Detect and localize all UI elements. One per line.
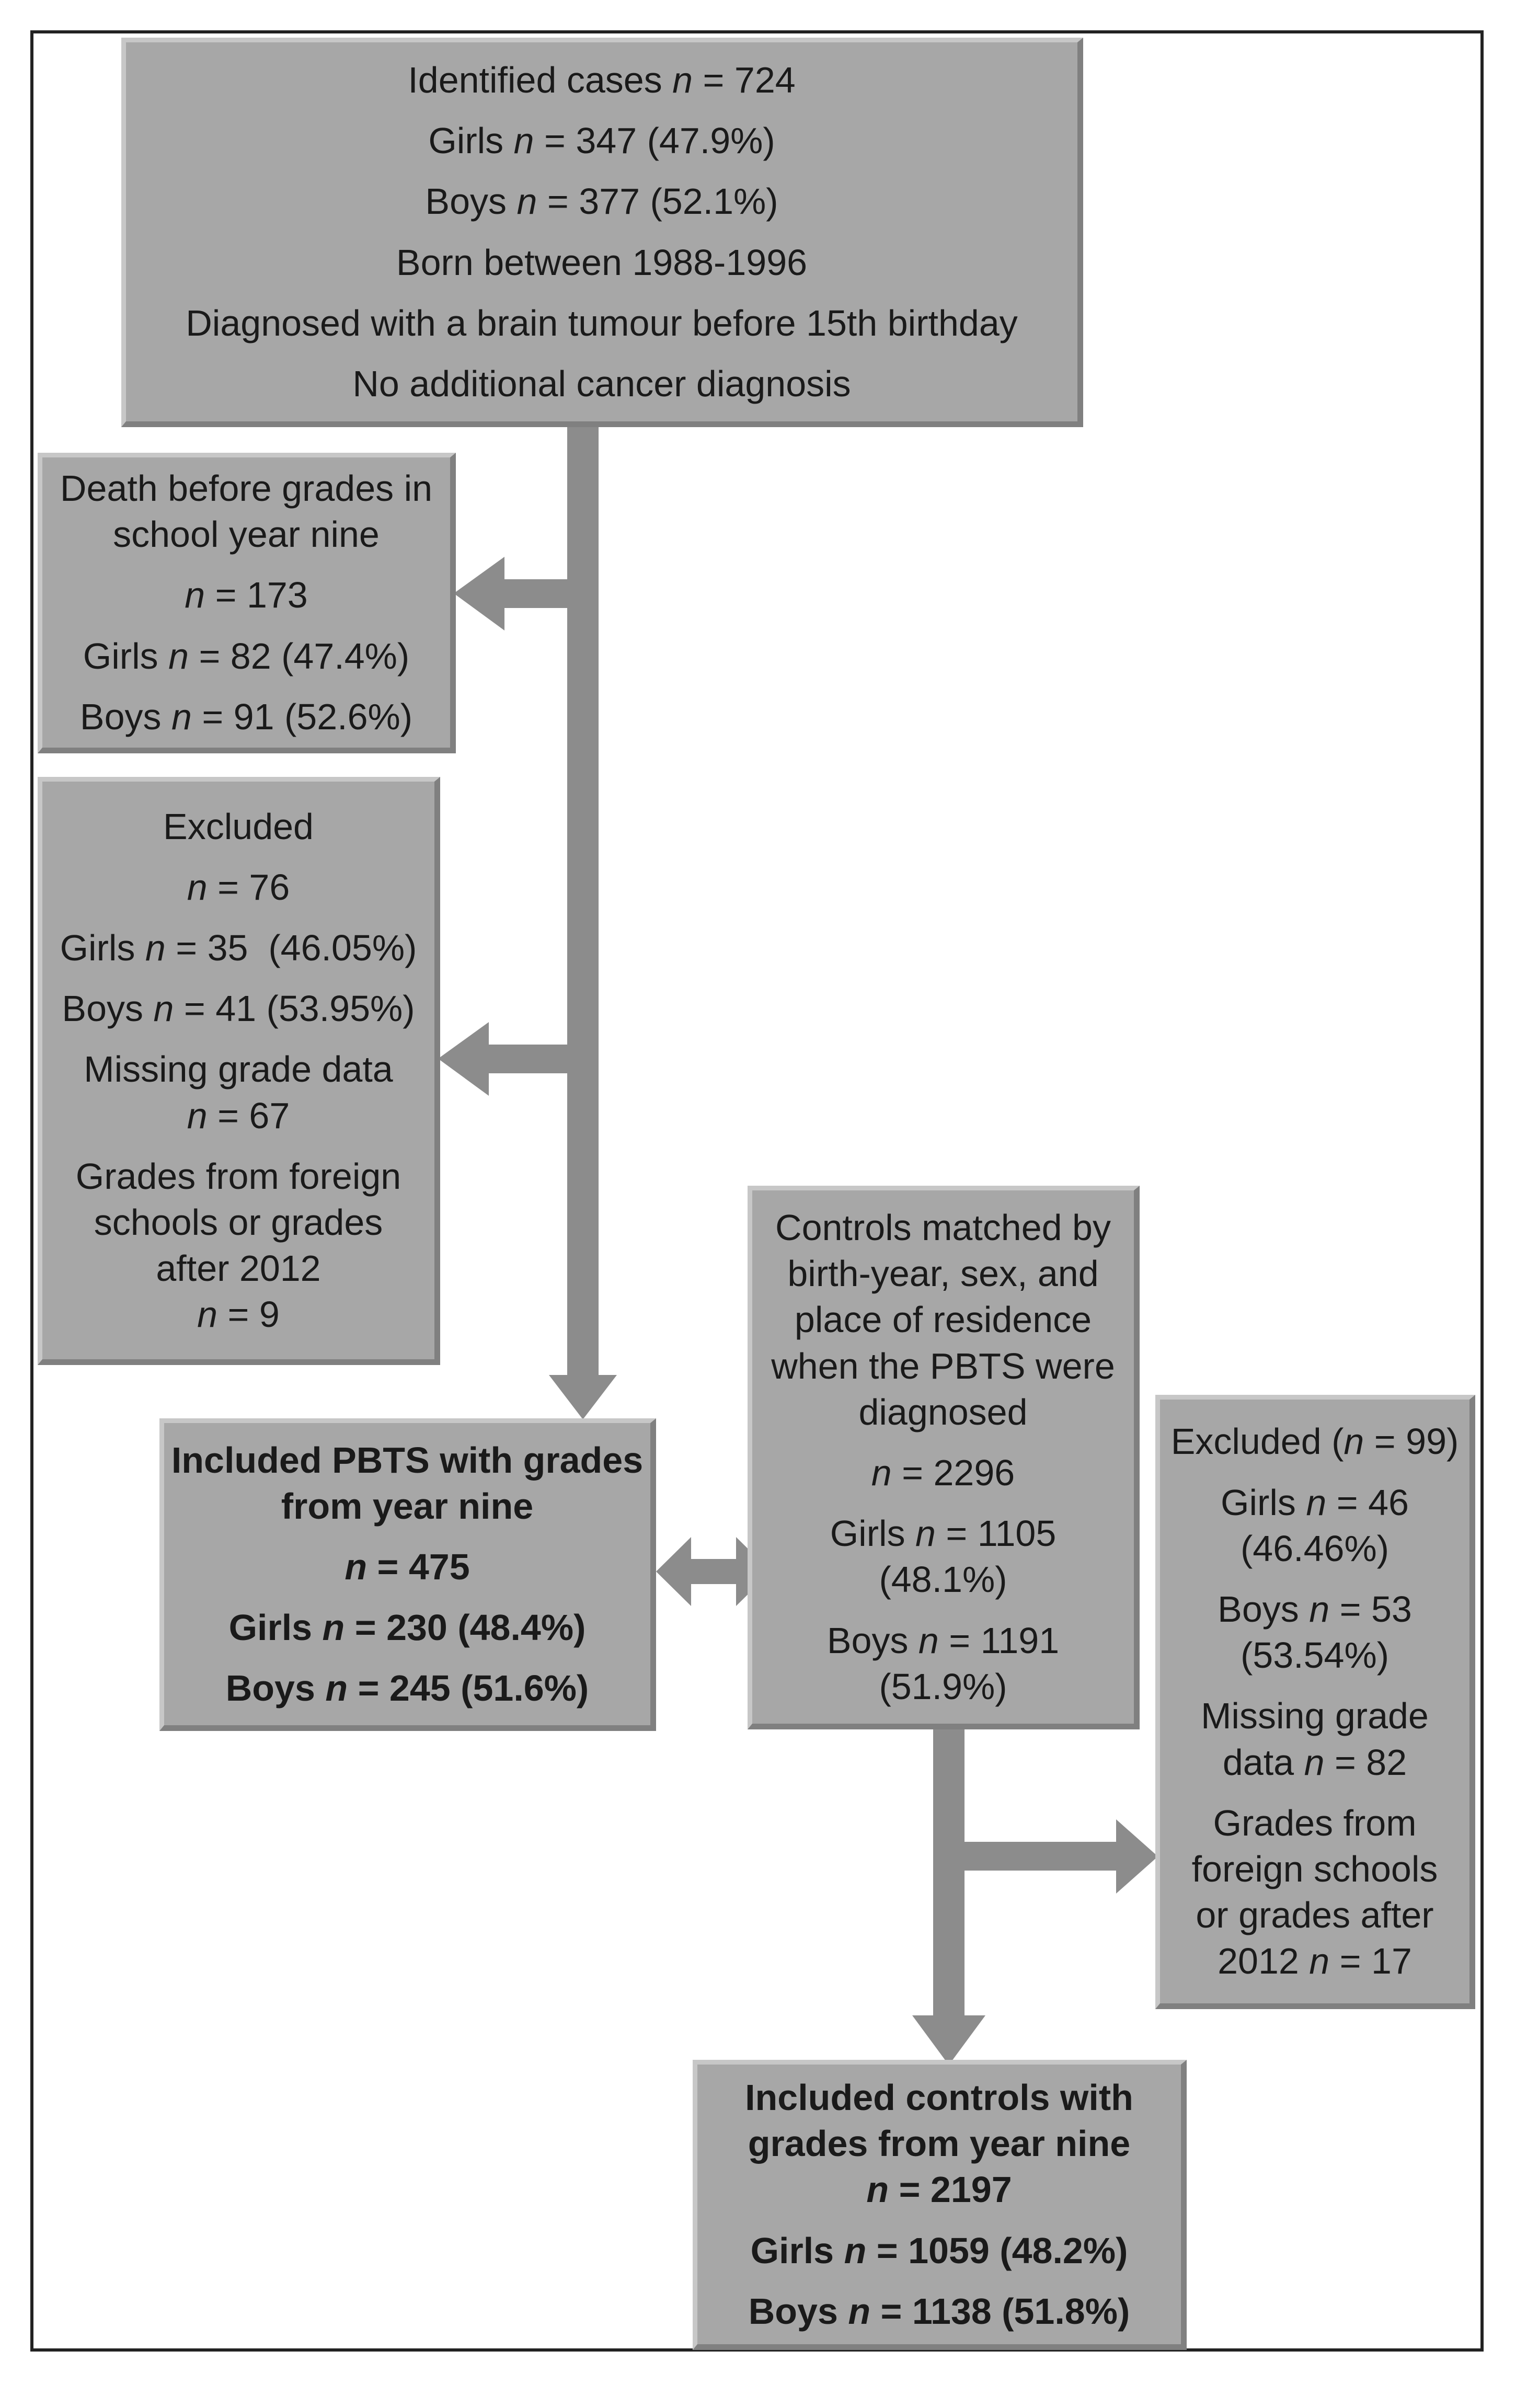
controls-girls: Girls n = 1105	[830, 1513, 1057, 1554]
excluded-title: Excluded	[163, 806, 314, 847]
excluded-controls-boys-pct: (53.54%)	[1240, 1635, 1390, 1676]
excluded-controls-boys: Boys n = 53	[1218, 1589, 1412, 1630]
excluded-controls-title: Excluded (n = 99)	[1170, 1421, 1459, 1462]
excluded-controls-foreign-3: or grades after	[1196, 1895, 1434, 1936]
branch-line-death	[502, 579, 570, 608]
excluded-boys: Boys n = 41 (53.95%)	[62, 988, 415, 1029]
identified-diagnosed: Diagnosed with a brain tumour before 15th birthday	[186, 302, 1018, 343]
main-trunk-line	[567, 423, 599, 1380]
identified-cases-box	[121, 38, 1083, 427]
identified-no-additional: No additional cancer diagnosis	[352, 363, 851, 404]
excluded-controls-foreign-1: Grades from	[1213, 1802, 1417, 1843]
included-pbts-total: n = 475	[345, 1546, 470, 1587]
controls-box	[748, 1186, 1140, 1729]
included-controls-total: n = 2197	[866, 2169, 1012, 2210]
left-arrow-to-death	[454, 557, 504, 630]
identified-girls: Girls n = 347 (47.9%)	[428, 120, 775, 162]
included-controls-line1: Included controls with	[745, 2077, 1133, 2118]
controls-line1: Controls matched by	[775, 1207, 1111, 1248]
included-pbts-boys: Boys n = 245 (51.6%)	[225, 1668, 589, 1709]
excluded-total: n = 76	[187, 866, 290, 908]
double-arrow-left-head	[656, 1537, 691, 1606]
excluded-controls-box	[1155, 1395, 1475, 2009]
down-arrow-to-included-controls	[912, 2015, 985, 2065]
included-controls-boys: Boys n = 1138 (51.8%)	[748, 2290, 1130, 2332]
excluded-controls-missing-count: data n = 82	[1222, 1741, 1407, 1783]
included-controls-line2: grades from year nine	[748, 2123, 1131, 2164]
identified-total: Identified cases n = 724	[408, 59, 796, 100]
controls-boys-pct: (51.9%)	[879, 1666, 1007, 1707]
controls-trunk-line	[933, 1725, 965, 2018]
included-pbts-girls: Girls n = 230 (48.4%)	[228, 1607, 586, 1648]
excluded-foreign-1: Grades from foreign	[75, 1155, 401, 1197]
identified-born: Born between 1988-1996	[396, 242, 808, 283]
excluded-foreign-count: n = 9	[197, 1294, 280, 1335]
branch-line-excluded-controls	[962, 1842, 1119, 1871]
death-line2: school year nine	[113, 514, 380, 555]
excluded-missing-label: Missing grade data	[84, 1049, 393, 1090]
identified-boys: Boys n = 377 (52.1%)	[425, 181, 778, 222]
right-arrow-to-excluded-controls	[1116, 1819, 1158, 1894]
controls-line3: place of residence	[794, 1299, 1092, 1340]
included-pbts-box	[159, 1418, 656, 1731]
excluded-pbts-box	[38, 777, 440, 1365]
excluded-missing-count: n = 67	[187, 1095, 290, 1136]
controls-girls-pct: (48.1%)	[879, 1559, 1007, 1600]
excluded-controls-foreign-count: 2012 n = 17	[1218, 1941, 1412, 1982]
controls-line2: birth-year, sex, and	[787, 1253, 1099, 1294]
double-arrow-shaft	[690, 1559, 737, 1584]
excluded-foreign-2: schools or grades	[94, 1201, 383, 1243]
down-arrow-to-included-pbts	[549, 1375, 617, 1419]
excluded-controls-girls-pct: (46.46%)	[1240, 1528, 1390, 1569]
death-boys: Boys n = 91 (52.6%)	[79, 696, 413, 737]
left-arrow-to-excluded	[438, 1022, 489, 1096]
controls-total: n = 2296	[871, 1452, 1015, 1493]
excluded-girls: Girls n = 35 (46.05%)	[60, 927, 417, 968]
included-pbts-line2: from year nine	[281, 1485, 534, 1527]
death-box	[38, 453, 456, 753]
included-controls-girls: Girls n = 1059 (48.2%)	[750, 2230, 1128, 2271]
excluded-controls-foreign-2: foreign schools	[1191, 1848, 1438, 1889]
excluded-foreign-3: after 2012	[156, 1248, 321, 1289]
included-pbts-line1: Included PBTS with grades	[171, 1439, 644, 1481]
excluded-controls-missing-label: Missing grade	[1201, 1695, 1429, 1737]
branch-line-excluded	[486, 1045, 570, 1073]
controls-line5: diagnosed	[858, 1391, 1028, 1432]
controls-line4: when the PBTS were	[771, 1345, 1115, 1386]
included-controls-box	[693, 2060, 1187, 2350]
excluded-controls-girls: Girls n = 46	[1221, 1482, 1409, 1523]
death-total: n = 173	[185, 575, 308, 616]
death-line1: Death before grades in	[60, 468, 433, 509]
controls-boys: Boys n = 1191	[826, 1620, 1060, 1661]
death-girls: Girls n = 82 (47.4%)	[83, 635, 410, 676]
